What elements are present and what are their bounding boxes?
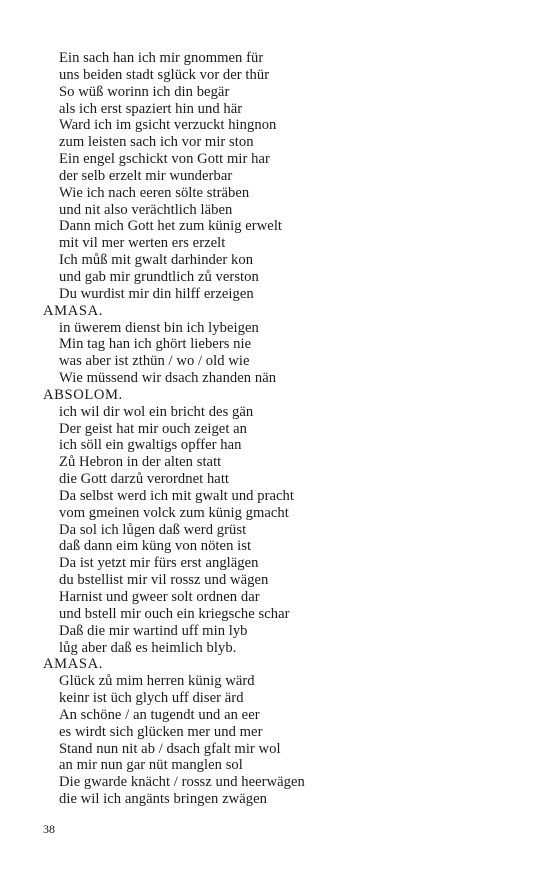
verse-line: als ich erst spaziert hin und här [59, 100, 243, 117]
speaker-name: ABSOLOM. [43, 386, 123, 403]
speaker-name: AMASA. [43, 656, 103, 673]
verse-line: in üwerem dienst bin ich lybeigen [59, 319, 259, 336]
verse-line: lůg aber daß es heimlich blyb. [59, 639, 237, 656]
verse-line: Ein engel gschickt von Gott mir har [59, 151, 270, 168]
verse-line: und bstell mir ouch ein kriegsche schar [59, 605, 290, 622]
verse-line: die Gott darzů verordnet hatt [59, 471, 230, 488]
verse-line: Harnist und gweer solt ordnen dar [59, 589, 260, 605]
verse-line: Du wurdist mir din hilff erzeigen [59, 285, 254, 302]
verse-line: zum leisten sach ich vor mir ston [59, 134, 254, 151]
verse-line: Stand nun nit ab / dsach gfalt mir wol [59, 740, 281, 757]
verse-line: Da sol ich lůgen daß werd grüst [59, 521, 247, 538]
verse-line: So wüß worinn ich din begär [59, 83, 230, 100]
verse-line: uns beiden stadt sglück vor der thür [59, 66, 270, 83]
verse-line: Da ist yetzt mir fürs erst anglägen [59, 555, 259, 572]
verse-line: und gab mir grundtlich zů verston [59, 268, 259, 285]
verse-line: die wil ich angänts bringen zwägen [59, 791, 267, 808]
verse-line: Glück zů mim herren künig wärd [59, 673, 255, 690]
verse-line: Ein sach han ich mir gnommen für [59, 50, 264, 66]
verse-line: Dann mich Gott het zum künig erwelt [59, 218, 283, 235]
verse-line: Daß die mir wartind uff min lyb [59, 622, 248, 639]
verse-line: vom gmeinen volck zum künig gmacht [59, 504, 289, 521]
verse-line: ich söll ein gwaltigs opffer han [59, 437, 242, 454]
verse-line: du bstellist mir vil rossz und wägen [59, 572, 269, 589]
verse-line: und nit also verächtlich läben [59, 201, 233, 218]
verse-line: was aber ist zthün / wo / old wie [59, 353, 250, 370]
verse-line: Zů Hebron in der alten statt [59, 454, 222, 471]
verse-line: es wirdt sich glücken mer und mer [59, 723, 263, 740]
verse-line: Der geist hat mir ouch zeiget an [59, 420, 248, 437]
verse-line: an mir nun gar nüt manglen sol [59, 757, 243, 774]
speaker-name: AMASA. [43, 302, 103, 319]
verse-line: Ward ich im gsicht verzuckt hingnon [59, 117, 277, 134]
verse-line: keinr ist üch glych uff diser ärd [59, 690, 244, 707]
verse-line: der selb erzelt mir wunderbar [59, 167, 233, 184]
verse-line: Da selbst werd ich mit gwalt und pracht [59, 487, 294, 504]
verse-line: ich wil dir wol ein bricht des gän [59, 403, 254, 420]
verse-text-block [43, 50, 513, 808]
verse-line: mit vil mer werten ers erzelt [59, 235, 226, 252]
verse-line: Ich můß mit gwalt darhinder kon [59, 252, 254, 269]
verse-line: An schöne / an tugendt und an eer [59, 706, 260, 723]
page-number: 38 [43, 822, 55, 836]
verse-line: Wie müssend wir dsach zhanden nän [59, 370, 277, 387]
verse-line: Wie ich nach eeren sölte sträben [59, 184, 250, 201]
verse-line: daß dann eim küng von nöten ist [59, 538, 252, 555]
verse-line: Min tag han ich ghört liebers nie [59, 336, 252, 353]
verse-line: Die gwarde knächt / rossz und heerwägen [59, 774, 305, 791]
